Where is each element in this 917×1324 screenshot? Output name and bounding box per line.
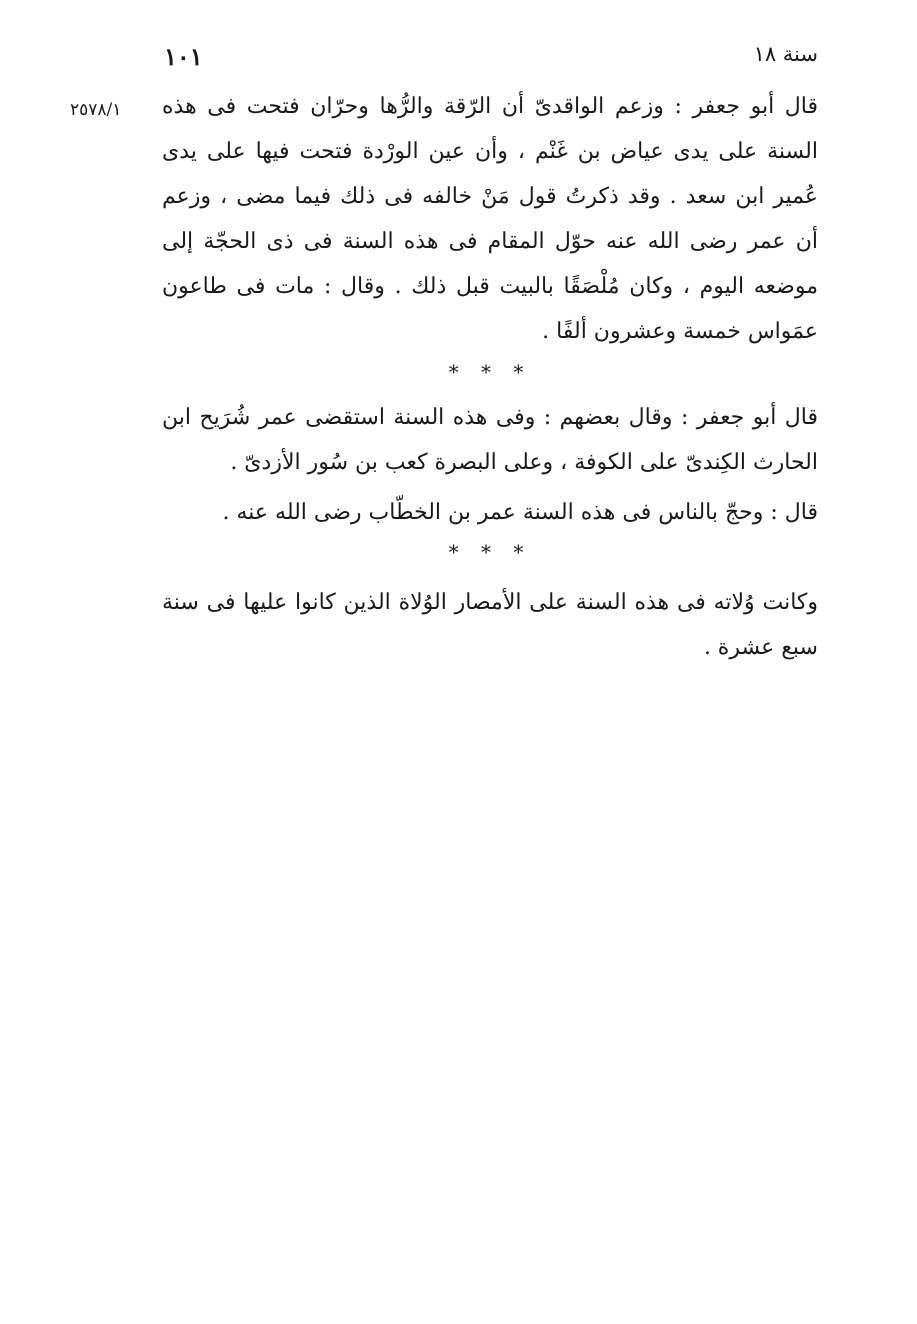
paragraph-1 [162,84,818,354]
section-divider: * * * [448,360,532,384]
page-number: ١٠١ [164,42,203,71]
paragraph-text: قال أبو جعفر : وقال بعضهم : وفى هذه السنة استقضى عمر شُرَيح ابن الحارث الكِندىّ على الكوفة ، وعلى البصرة كعب بن سُور الأزدىّ . [162,405,818,475]
paragraph-2 [162,395,818,485]
page-header [150,42,818,76]
paragraph-text: قال : وحجّ بالناس فى هذه السنة عمر بن الخطّاب رضى الله عنه . [222,500,818,525]
paragraph-3 [162,490,818,535]
margin-reference: ٢٥٧٨/١ [70,100,122,120]
paragraph-4 [162,580,818,670]
paragraph-text: قال أبو جعفر : وزعم الواقدىّ أن الرّقة والرُّها وحرّان فتحت فى هذه السنة على يدى عياض بن غَنْم ، وأن عين الورْدة فتحت فيها على يدى عُمير ابن سعد . وقد ذكرتُ قول مَنْ خالفه فى ذلك فيما مضى ، وزعم أن عمر رضى الله عنه حوّل المقام فى هذه السنة فى ذى الحجّة إلى موضعه اليوم ، وكان مُلْصَقًا بالبيت قبل ذلك . وقال : مات فى طاعون عمَواس خمسة وعشرون ألفًا . [162,94,818,344]
running-head: سنة ١٨ [753,42,818,66]
paragraph-text: وكانت وُلاته فى هذه السنة على الأمصار الوُلاة الذين كانوا عليها فى سنة سبع عشرة . [162,590,818,660]
section-divider: * * * [448,540,532,564]
